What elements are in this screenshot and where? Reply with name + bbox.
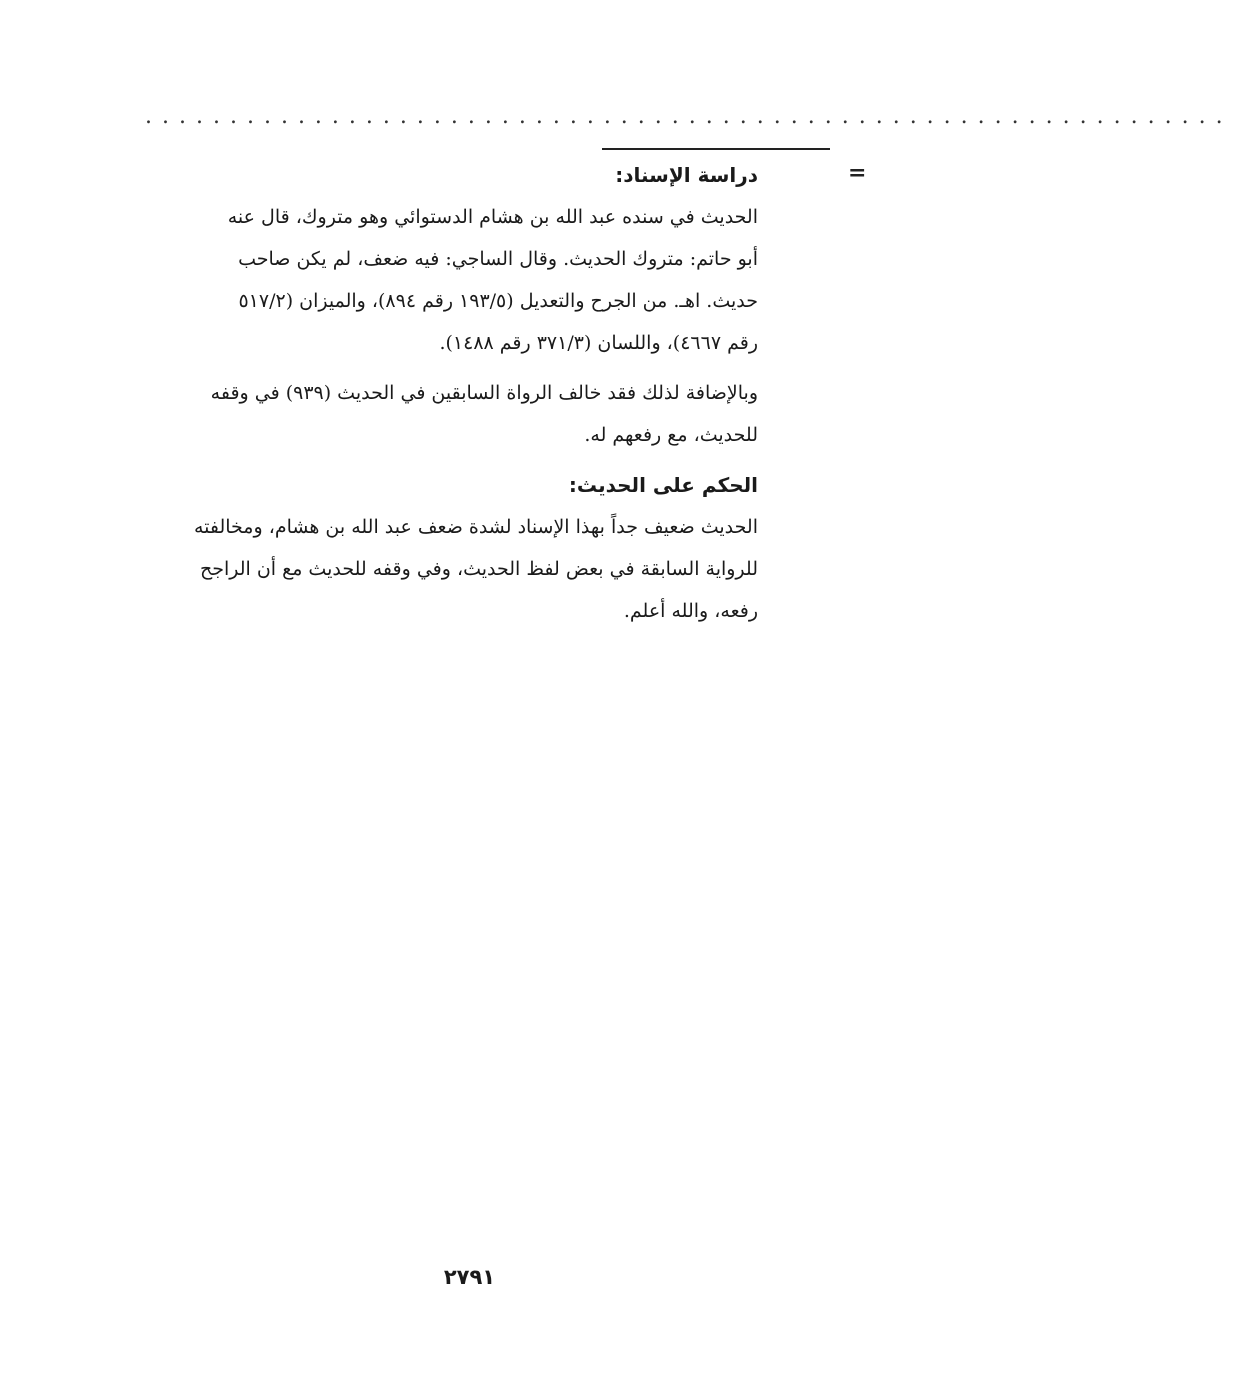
page-number: ٢٧٩١	[443, 1265, 496, 1289]
isnad-line-1: الحديث في سنده عبد الله بن هشام الدستوائي وهو متروك، قال عنه	[227, 206, 758, 228]
addition-line-2: للحديث، مع رفعهم له.	[584, 424, 758, 446]
ruling-paragraph	[140, 506, 758, 632]
ruling-line-2: للرواية السابقة في بعض لفظ الحديث، وفي وقفه للحديث مع أن الراجح	[199, 558, 758, 580]
section-heading-isnad: دراسة الإسناد:	[615, 163, 758, 187]
page-content	[140, 160, 758, 632]
side-mark: =	[848, 160, 867, 186]
addition-line-1: وبالإضافة لذلك فقد خالف الرواة السابقين في الحديث (٩٣٩) في وقفه	[210, 382, 758, 404]
addition-paragraph	[140, 372, 758, 456]
ruling-line-3: رفعه، والله أعلم.	[623, 600, 758, 622]
isnad-paragraph	[140, 196, 758, 364]
ruling-line-1: الحديث ضعيف جداً بهذا الإسناد لشدة ضعف عبد الله بن هشام، ومخالفته	[193, 516, 758, 538]
isnad-line-2: أبو حاتم: متروك الحديث. وقال الساجي: فيه ضعف، لم يكن صاحب	[238, 248, 758, 270]
section-heading-ruling: الحكم على الحديث:	[568, 473, 758, 497]
heading-rule	[602, 148, 830, 150]
isnad-line-4: رقم ٤٦٦٧)، واللسان (٣٧١/٣ رقم ١٤٨٨).	[439, 332, 758, 354]
dotted-separator: ................................................................	[145, 104, 1233, 129]
isnad-line-3: حديث. اهـ. من الجرح والتعديل (١٩٣/٥ رقم ٨٩٤)، والميزان (٥١٧/٢	[238, 290, 758, 312]
